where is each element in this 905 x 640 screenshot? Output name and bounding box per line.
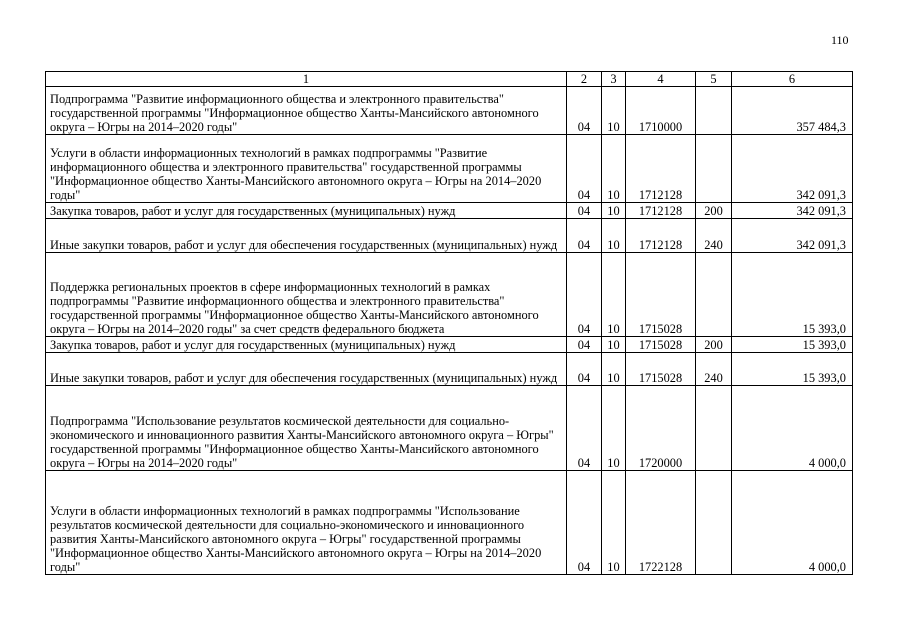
row-amount: 342 091,3 — [732, 203, 853, 219]
row-description: Услуги в области информационных технологий в рамках подпрограммы "Использование результатов космической деятельности для социально-экономического и инновационного развития Ханты-Мансийского автономного округа – Югры" государственной программы "Информационное общество Ханты-Мансийского автономного округа – Югры на 2014–2020 годы" — [46, 471, 567, 575]
table-row — [46, 386, 853, 471]
row-amount: 342 091,3 — [732, 219, 853, 253]
column-header: 2 — [567, 72, 602, 87]
row-description: Подпрограмма "Использование результатов космической деятельности для социально-экономического и инновационного развития Ханты-Мансийского автономного округа – Югры" государственной программы "Информационное общество Ханты-Мансийского автономного округа – Югры на 2014–2020 годы" — [46, 386, 567, 471]
row-amount: 4 000,0 — [732, 386, 853, 471]
row-expense-type: 240 — [696, 219, 732, 253]
row-description: Иные закупки товаров, работ и услуг для обеспечения государственных (муниципальных) нужд — [46, 353, 567, 386]
column-header: 4 — [626, 72, 696, 87]
row-target-code: 1715028 — [626, 253, 696, 337]
row-target-code: 1720000 — [626, 386, 696, 471]
row-section-code: 04 — [567, 353, 602, 386]
column-header: 3 — [602, 72, 626, 87]
row-target-code: 1710000 — [626, 87, 696, 135]
row-section-code: 04 — [567, 135, 602, 203]
row-target-code: 1712128 — [626, 219, 696, 253]
row-expense-type — [696, 253, 732, 337]
row-expense-type — [696, 386, 732, 471]
row-target-code: 1715028 — [626, 353, 696, 386]
row-section-code: 04 — [567, 87, 602, 135]
row-section-code: 04 — [567, 219, 602, 253]
column-header: 6 — [732, 72, 853, 87]
table-row — [46, 203, 853, 219]
table-row — [46, 135, 853, 203]
row-subsection-code: 10 — [602, 253, 626, 337]
table-row — [46, 353, 853, 386]
row-section-code: 04 — [567, 386, 602, 471]
row-description: Закупка товаров, работ и услуг для государственных (муниципальных) нужд — [46, 203, 567, 219]
row-expense-type: 200 — [696, 337, 732, 353]
page-number: 110 — [831, 33, 849, 47]
row-subsection-code: 10 — [602, 219, 626, 253]
row-description: Закупка товаров, работ и услуг для государственных (муниципальных) нужд — [46, 337, 567, 353]
row-expense-type — [696, 471, 732, 575]
row-expense-type: 240 — [696, 353, 732, 386]
table-row — [46, 219, 853, 253]
row-section-code: 04 — [567, 253, 602, 337]
row-description: Подпрограмма "Развитие информационного общества и электронного правительства" государственной программы "Информационное общество Ханты-Мансийского автономного округа – Югры на 2014–2020 годы" — [46, 87, 567, 135]
row-amount: 4 000,0 — [732, 471, 853, 575]
row-subsection-code: 10 — [602, 386, 626, 471]
table-header-row — [46, 72, 853, 87]
row-expense-type: 200 — [696, 203, 732, 219]
row-expense-type — [696, 87, 732, 135]
row-subsection-code: 10 — [602, 471, 626, 575]
row-target-code: 1712128 — [626, 135, 696, 203]
row-amount: 342 091,3 — [732, 135, 853, 203]
row-amount: 357 484,3 — [732, 87, 853, 135]
row-target-code: 1722128 — [626, 471, 696, 575]
row-amount: 15 393,0 — [732, 337, 853, 353]
column-header: 1 — [46, 72, 567, 87]
row-description: Услуги в области информационных технологий в рамках подпрограммы "Развитие информационного общества и электронного правительства" государственной программы "Информационное общество Ханты-Мансийского автономного округа – Югры на 2014–2020 годы" — [46, 135, 567, 203]
row-section-code: 04 — [567, 337, 602, 353]
row-target-code: 1712128 — [626, 203, 696, 219]
table-row — [46, 253, 853, 337]
row-description: Поддержка региональных проектов в сфере информационных технологий в рамках подпрограммы "Развитие информационного общества и электронного правительства" государственной программы "Информационное общество Ханты-Мансийского автономного округа – Югры на 2014–2020 годы" за счет средств федерального бюджета — [46, 253, 567, 337]
row-expense-type — [696, 135, 732, 203]
row-subsection-code: 10 — [602, 87, 626, 135]
row-amount: 15 393,0 — [732, 253, 853, 337]
row-section-code: 04 — [567, 471, 602, 575]
row-subsection-code: 10 — [602, 337, 626, 353]
budget-table — [45, 71, 853, 575]
table-row — [46, 337, 853, 353]
row-subsection-code: 10 — [602, 135, 626, 203]
row-subsection-code: 10 — [602, 203, 626, 219]
table-row — [46, 87, 853, 135]
table-row — [46, 471, 853, 575]
row-section-code: 04 — [567, 203, 602, 219]
row-description: Иные закупки товаров, работ и услуг для обеспечения государственных (муниципальных) нужд — [46, 219, 567, 253]
row-subsection-code: 10 — [602, 353, 626, 386]
row-amount: 15 393,0 — [732, 353, 853, 386]
row-target-code: 1715028 — [626, 337, 696, 353]
column-header: 5 — [696, 72, 732, 87]
